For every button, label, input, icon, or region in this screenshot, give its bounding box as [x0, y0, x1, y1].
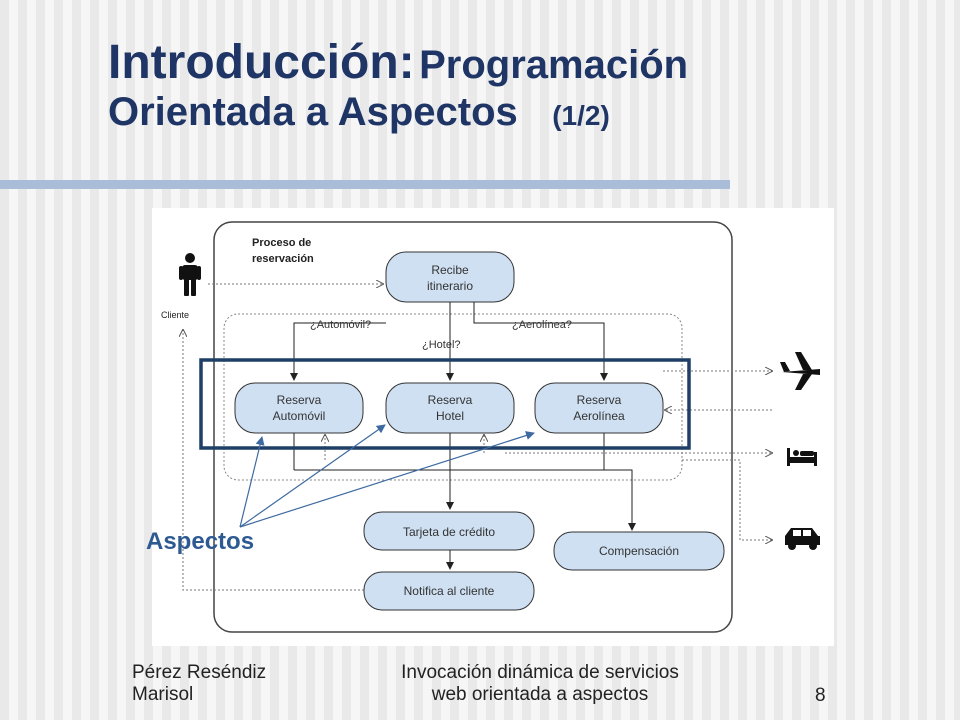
footer-subject-line2: web orientada a aspectos: [431, 683, 649, 705]
node-reserva-hotel: [386, 383, 514, 433]
process-label-line1: Proceso de: [252, 237, 312, 249]
node-reserva-aerolinea: [535, 383, 663, 433]
svg-text:Notifica al cliente: Notifica al cliente: [403, 584, 495, 598]
footer-subject: [375, 662, 705, 706]
actor-label: Cliente: [161, 310, 190, 320]
svg-text:Tarjeta de crédito: Tarjeta de crédito: [402, 525, 496, 539]
question-hotel: ¿Hotel?: [422, 339, 461, 351]
svg-text:Hotel: Hotel: [435, 409, 465, 423]
svg-text:Reserva: Reserva: [427, 393, 473, 407]
node-tarjeta-credito: [364, 512, 534, 550]
question-aero: ¿Aerolínea?: [512, 319, 572, 331]
svg-text:Compensación: Compensación: [598, 544, 680, 558]
page-number: 8: [815, 685, 826, 706]
svg-text:itinerario: itinerario: [426, 279, 474, 293]
footer-author: [132, 662, 266, 706]
svg-text:Reserva: Reserva: [276, 393, 322, 407]
svg-text:Aerolínea: Aerolínea: [573, 409, 625, 423]
footer-author-line2: Marisol: [132, 683, 194, 705]
title-part-3: Orientada a Aspectos: [108, 89, 518, 134]
node-recibe-itinerario: [386, 252, 514, 302]
title-part-4: (1/2): [552, 99, 610, 131]
svg-text:Automóvil: Automóvil: [272, 409, 326, 423]
node-compensacion: [554, 532, 724, 570]
svg-text:Recibe: Recibe: [431, 263, 469, 277]
title-part-2: Programación: [419, 43, 689, 87]
title-part-1: Introducción:: [108, 36, 415, 89]
footer-author-line1: Pérez Reséndiz: [132, 662, 267, 683]
node-reserva-automovil: [235, 383, 363, 433]
aspects-label: Aspectos: [146, 528, 255, 555]
node-notifica-cliente: [364, 572, 534, 610]
svg-text:Reserva: Reserva: [576, 393, 622, 407]
footer-subject-line1: Invocación dinámica de servicios: [401, 662, 679, 683]
question-auto: ¿Automóvil?: [310, 319, 372, 331]
process-label-line2: reservación: [252, 253, 314, 265]
